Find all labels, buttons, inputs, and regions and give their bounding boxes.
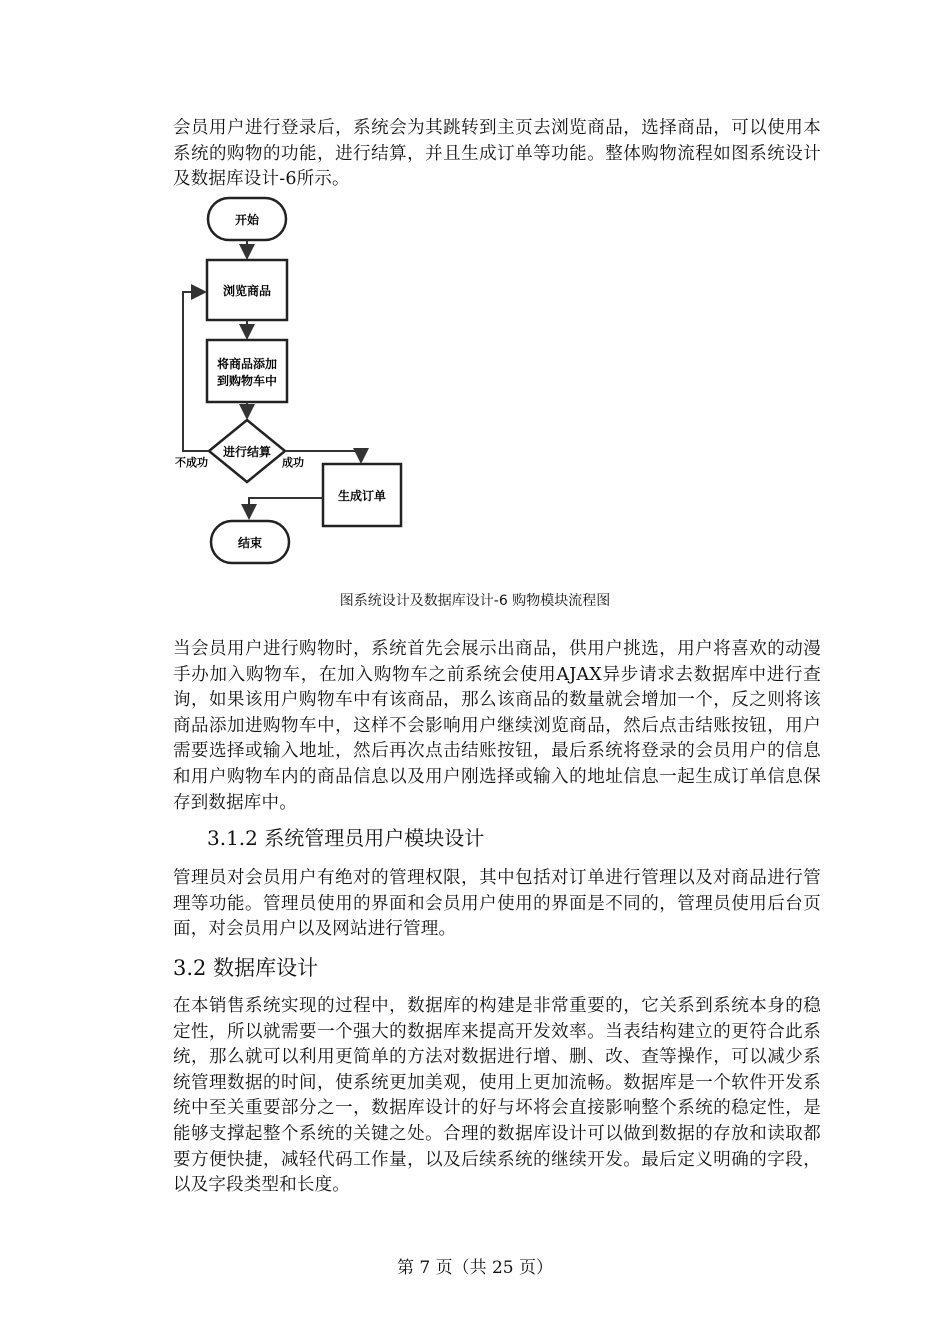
page-footer: 第 7 页（共 25 页） bbox=[396, 1258, 554, 1278]
flow-start-label: 开始 bbox=[234, 213, 260, 227]
flow-add-cart-label-1: 将商品添加 bbox=[216, 357, 278, 371]
flow-order-label: 生成订单 bbox=[337, 489, 387, 503]
section-heading-32: 3.2 数据库设计 bbox=[173, 956, 319, 980]
flow-arrow-to-end bbox=[249, 498, 323, 518]
flow-arrow-order-end bbox=[247, 482, 323, 497]
database-text: 在本销售系统实现的过程中，数据库的构建是非常重要的，它关系到系统本身的稳定性，所以就需要一个强大的数据库来提高开发效率。当表结构建立的更符合此系统，那么就可以利用更简单的方法对数据进行增、删、改、查等操作，可以减少系统管理数据的时间，使系统更加美观，使用上更加流畅。数据库是一个软件开发系统中至关重要部分之一，数据库设计的好与坏将会直接影响整个系统的稳定性，是能够支撑起整个系统的关键之处。合理的数据库设计可以做到数据的存放和读取都要方便快捷，减轻代码工作量，以及后续系统的继续开发。最后定义明确的字段，以及字段类型和长度。 bbox=[173, 996, 821, 1196]
figure-caption: 图系统设计及数据库设计-6 购物模块流程图 bbox=[339, 593, 611, 609]
database-paragraph bbox=[173, 994, 821, 1199]
shopping-text: 当会员用户进行购物时，系统首先会展示出商品，供用户挑选，用户将喜欢的动漫手办加入购物车，在加入购物车之前系统会使用AJAX异步请求去数据库中进行查询，如果该用户购物车中有该商品，那么该商品的数量就会增加一个，反之则将该商品添加进购物车中，这样不会影响用户继续浏览商品，然后点击结账按钮，用户需要选择或输入地址，然后再次点击结账按钮，最后系统将登录的会员用户的信息和用户购物车内的商品信息以及用户刚选择或输入的地址信息一起生成订单信息保存到数据库中。 bbox=[173, 639, 821, 813]
flow-end-label: 结束 bbox=[237, 536, 263, 550]
flow-add-cart-node bbox=[207, 340, 287, 402]
shopping-paragraph bbox=[173, 637, 821, 816]
flow-success-label: 成功 bbox=[282, 456, 304, 469]
flow-arrow-fail-loop bbox=[183, 292, 209, 451]
section-heading-312: 3.1.2 系统管理员用户模块设计 bbox=[207, 826, 485, 850]
flow-checkout-label: 进行结算 bbox=[222, 445, 272, 459]
flow-browse-label: 浏览商品 bbox=[222, 284, 272, 298]
admin-paragraph bbox=[173, 866, 821, 943]
admin-text: 管理员对会员用户有绝对的管理权限，其中包括对订单进行管理以及对商品进行管理等功能。管理员使用的界面和会员用户使用的界面是不同的，管理员使用后台页面，对会员用户以及网站进行管理。 bbox=[173, 868, 821, 940]
intro-paragraph bbox=[173, 116, 821, 193]
flow-add-cart-label-2: 到购物车中 bbox=[216, 374, 278, 388]
shopping-flowchart bbox=[165, 192, 425, 572]
intro-text: 会员用户进行登录后，系统会为其跳转到主页去浏览商品，选择商品，可以使用本系统的购物的功能，进行结算，并且生成订单等功能。整体购物流程如图系统设计及数据库设计-6所示。 bbox=[173, 118, 821, 190]
flow-fail-label: 不成功 bbox=[175, 456, 208, 469]
